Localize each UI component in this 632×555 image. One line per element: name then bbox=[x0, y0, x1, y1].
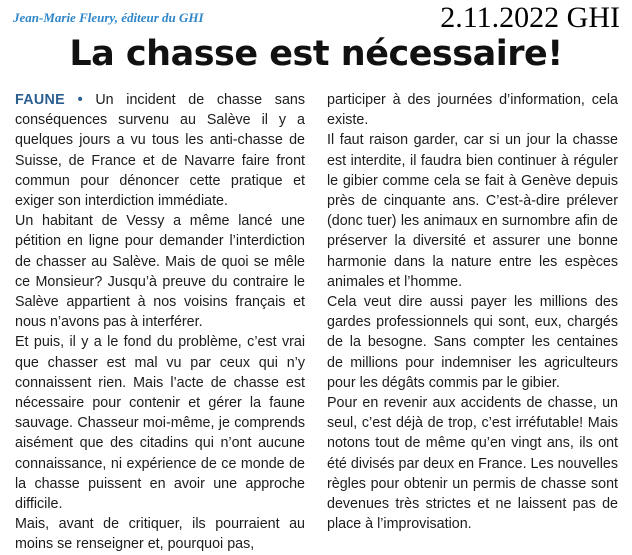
article-column-right bbox=[327, 90, 618, 534]
headline: La chasse est nécessaire! bbox=[69, 34, 563, 74]
article-column-left bbox=[15, 90, 305, 555]
date-stamp: 2.11.2022 GHI bbox=[440, 1, 620, 34]
article-paragraph: Pour en revenir aux accidents de chasse, un seul, c’est déjà de trop, c’est irréfutable! Mais notons tout de même qu’en vingt ans, ils ont été divisés par deux en France. Les nouvelles règles pour obtenir un permis de chasse sont devenues très strictes et ne laissent pas de place à l’improvisation. bbox=[327, 395, 618, 533]
section-kicker: FAUNE bbox=[15, 92, 65, 108]
article-paragraph bbox=[15, 90, 305, 211]
article-paragraph: Mais, avant de critiquer, ils pourraient au moins se renseigner et, pourquoi pas, bbox=[15, 516, 305, 553]
article-paragraph: Un habitant de Vessy a même lancé une pétition en ligne pour demander l’interdiction de chasser au Salève. Mais de quoi se mêle ce Monsieur? Jusqu’à preuve du contraire le Salève appartient à nos voisins français et nous n’avons pas à interférer. bbox=[15, 213, 305, 331]
paragraph-text: Un incident de chasse sans conséquences survenu au Salève il y a quelques jours a vu tous les anti-chasse de Suisse, de France et de Navarre faire front commun pour dénoncer cette pratique et exiger son interdiction immédiate. bbox=[15, 92, 306, 210]
article-paragraph: Cela veut dire aussi payer les millions des gardes professionnels qui sont, eux, chargés de la besogne. Sans compter les centaines de millions pour indemniser les agriculteurs pour les dégâts commis par le gibier. bbox=[327, 294, 618, 391]
bullet-separator: • bbox=[77, 92, 83, 108]
article-paragraph: Il faut raison garder, car si un jour la chasse est interdite, il faudra bien continuer à réguler le gibier comme cela se fait à Genève depuis près de cinquante ans. C’est-à-dire prélever (donc tuer) les animaux en surnombre afin de préserver la diversité et assurer une bonne harmonie dans la nature entre les espèces animales et l’homme. bbox=[327, 132, 618, 290]
article-paragraph: participer à des journées d’information, cela existe. bbox=[327, 92, 618, 129]
byline: Jean-Marie Fleury, éditeur du GHI bbox=[13, 10, 204, 25]
article-paragraph: Et puis, il y a le fond du problème, c’est vrai que chasser est mal vu par ceux qui n’y connaissent rien. Mais l’acte de chasse est nécessaire pour contenir et gérer la faune sauvage. Chasseur moi-même, je comprends aisément que des citadins qui n’ont aucune connaissance, ni expérience de ce monde de la chasse puissent en avoir une approche difficile. bbox=[15, 334, 305, 513]
